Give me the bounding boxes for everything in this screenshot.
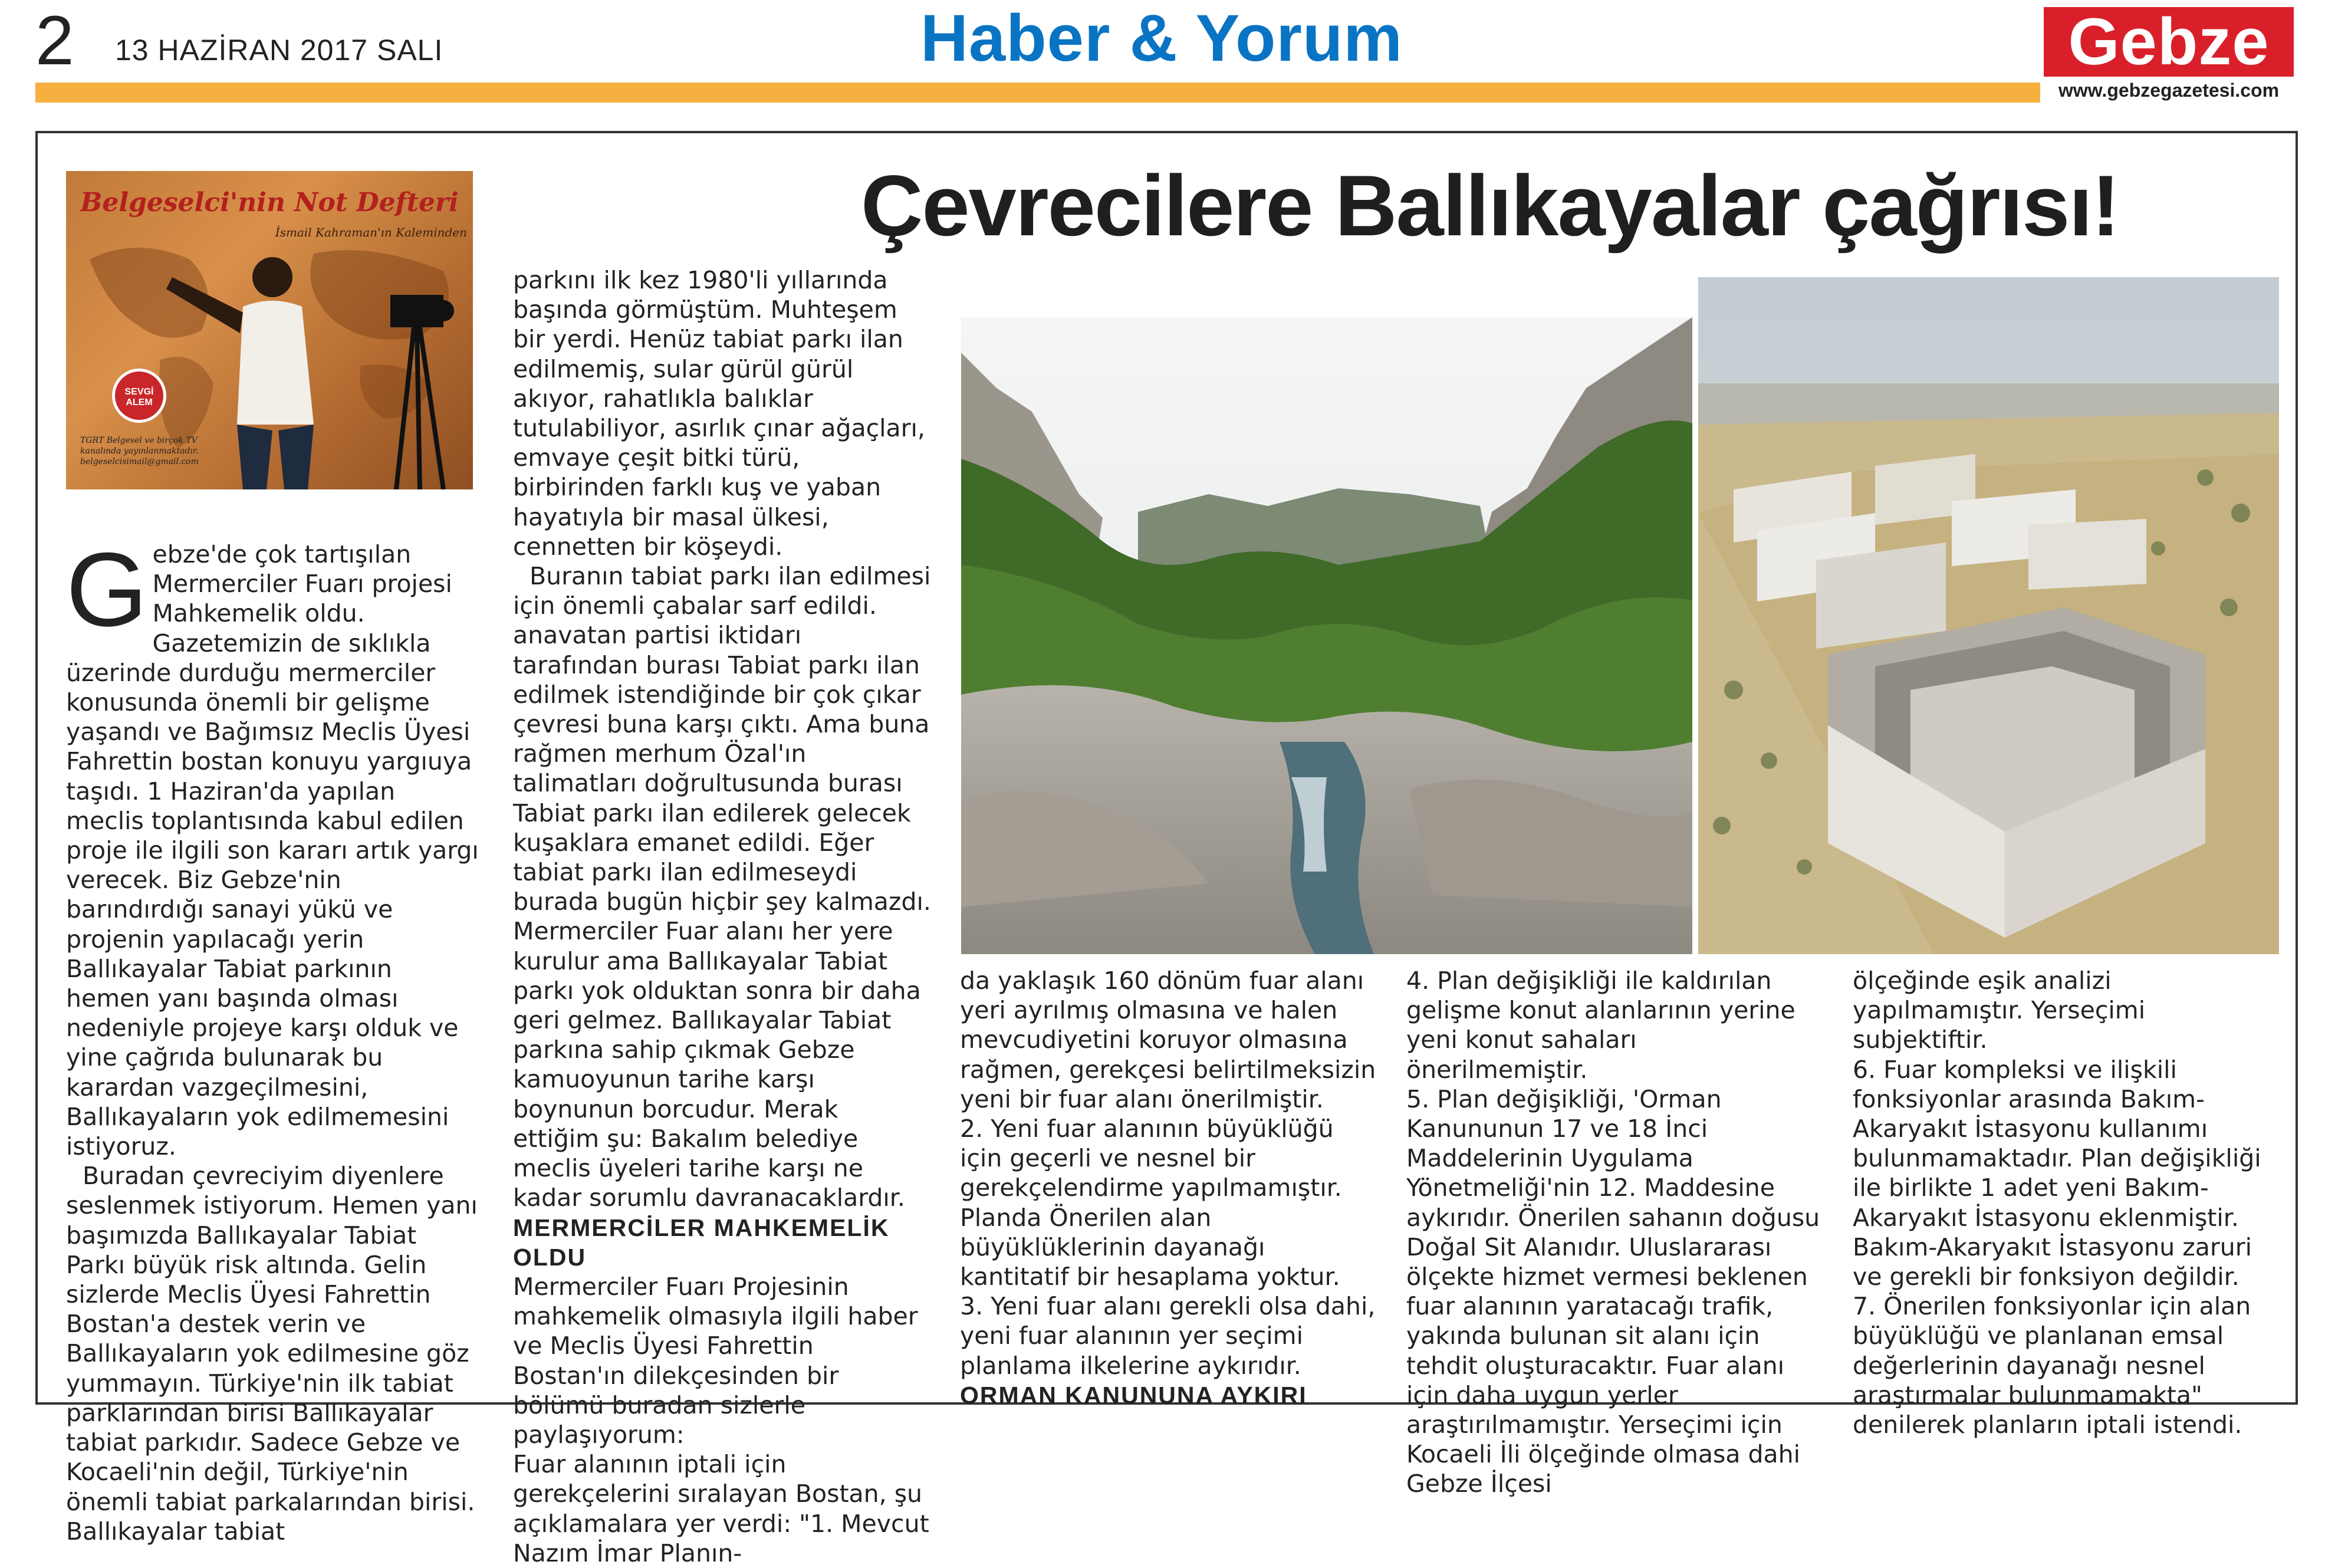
paragraph: 6. Fuar kompleksi ve ilişkili fonksiyonlar arasında Bakım-Akaryakıt İstasyonu kullanımı bulunmamaktadır. Plan değişikliği ile birlikte 1 adet yeni Bakım-Akaryakıt İstasyonu eklenmiştir. Bakım-Akaryakıt İstasyonu zaruri ve gerekli bir fonksiyon değildir.: [1853, 1055, 2261, 1291]
header-rule: [35, 83, 2040, 103]
article-column-4: [1406, 966, 1825, 1499]
banner-subtitle: İsmail Kahraman'ın Kaleminden: [275, 225, 467, 239]
article-column-5: [1853, 966, 2271, 1439]
article-column-3: [960, 966, 1379, 1410]
article-headline: Çevrecilere Ballıkayalar çağrısı!: [861, 157, 2119, 254]
banner-credit-email: belgeselcisimail@gmail.com: [80, 457, 199, 466]
page-number: 2: [35, 2, 74, 80]
paragraph: 2. Yeni fuar alanının büyüklüğü için geçerli ve nesnel bir gerekçelendirme yapılmamıştır. Planda Önerilen alan büyüklüklerinin dayanağı kantitatif bir hesaplama yoktur.: [960, 1115, 1342, 1291]
paragraph: 3. Yeni fuar alanı gerekli olsa dahi, yeni fuar alanının yer seçimi planlama ilkelerine aykırıdır.: [960, 1292, 1376, 1380]
subheading: ORMAN KANUNUNA AYKIRI: [960, 1381, 1307, 1409]
paragraph: Mermerciler Fuar alanı her yere kurulur ama Ballıkayalar Tabiat parkı yok olduktan sonra bir daha geri gelmez. Ballıkayalar Tabiat parkına sahip çıkmak Gebze kamuoyunun tarihe karşı boynunun borcudur. Merak ettiğim şu: Bakalım belediye meclis üyeleri tarihe karşı ne kadar sorumlu davranacaklardır.: [513, 917, 921, 1212]
paragraph: ebze'de çok tartışılan Mermerciler Fuarı projesi Mahkemelik oldu. Gazetemizin de sıklıkla üzerinde durduğu mermerciler konusunda önemli bir gelişme yaşandı ve Bağımsız Meclis Üyesi Fahrettin bostan konuyu yargıuya taşıdı. 1 Haziran'da yapılan meclis toplantısında kabul edilen proje ile ilgili son kararı artık yargı verecek. Biz Gebze'nin barındırdığı sanayi yükü ve projenin yapılacağı yerin Ballıkayalar Tabiat parkının hemen yanı başında olması nedeniyle projeye karşı olduk ve yine çağrıda bulunarak bu karardan vazgeçilmesini, Ballıkayaların yok edilmemesini istiyoruz.: [66, 540, 479, 1161]
website-url: www.gebzegazetesi.com: [2058, 80, 2280, 101]
ballikayalar-canyon-photo: [961, 317, 1692, 954]
paragraph: 7. Önerilen fonksiyonlar için alan büyüklüğü ve planlanan emsal değerlerinin dayanağı nesnel araştırmalar bulunmamakta" denilerek planların iptali istendi.: [1853, 1292, 2251, 1439]
paragraph: 4. Plan değişikliği ile kaldırılan gelişme konut alanlarının yerine yeni konut sahaları önerilmemiştir.: [1406, 967, 1795, 1084]
paragraph: Mermerciler Fuarı Projesinin mahkemelik olmasıyla ilgili haber ve Meclis Üyesi Fahrettin Bostan'ın dilekçesinden bir bölümü buradan sizlerle paylaşıyorum:: [513, 1272, 918, 1449]
paragraph: Fuar alanının iptali için gerekçelerini sıralayan Bostan, şu açıklamalara yer verdi: "1. Mevcut Nazım İmar Planın-: [513, 1450, 929, 1567]
banner-title: Belgeselci'nin Not Defteri: [80, 188, 459, 218]
drop-cap: G: [66, 531, 148, 648]
banner-credit: [80, 435, 269, 467]
issue-date: 13 HAZİRAN 2017 SALI: [115, 34, 443, 67]
paragraph: parkını ilk kez 1980'li yıllarında başında görmüştüm. Muhteşem bir yerdi. Henüz tabiat parkı ilan edilmemiş, sular gürül gürül akıyor, rahatlıkla balıklar tutulabiliyor, asırlık çınar ağaçları, emvaye çeşit bitki türü, birbirinden farklı kuş ve yaban hayatıyla bir masal ülkesi, cennetten bir köşeydi.: [513, 266, 925, 561]
fair-complex-render: [1698, 277, 2279, 954]
section-title: Haber & Yorum: [920, 1, 1403, 75]
paragraph: Buradan çevreciyim diyenlere seslenmek istiyorum. Hemen yanı başımızda Ballıkayalar Tabiat Parkı büyük risk altında. Gelin sizlerde Meclis Üyesi Fahrettin Bostan'a destek verin ve Ballıkayaların yok edilmesine göz yummayın. Türkiye'nin ilk tabiat parklarından birisi Ballıkayalar tabiat parkıdır. Sadece Gebze ve Kocaeli'nin değil, Türkiye'nin önemli tabiat parkalarından birisi. Ballıkayalar tabiat: [66, 1162, 478, 1546]
canyon-photo-illustration: [961, 317, 1692, 954]
article-column-2: [513, 265, 932, 1568]
paragraph: ölçeğinde eşik analizi yapılmamıştır. Yerseçimi subjektiftir.: [1853, 967, 2146, 1054]
article-column-1: [66, 531, 479, 1546]
paragraph: Buranın tabiat parkı ilan edilmesi için önemli çabalar sarf edildi. anavatan partisi iktidarı tarafından burası Tabiat parkı ilan edilmek istendiğinde bir çok çıkar çevresi buna karşı çıktı. Ama buna rağmen merhum Özal'ın talimatları doğrultusunda burası Tabiat parkı ilan edilerek gelecek kuşaklara emanet edildi. Eğer tabiat parkı ilan edilmeseydi burada bugün hiçbir şey kalmazdı.: [513, 562, 931, 916]
subheading: MERMERCİLER MAHKEMELİK OLDU: [513, 1214, 890, 1271]
banner-credit-line: kanalında yayınlanmaktadır.: [80, 446, 199, 456]
banner-credit-line: TGRT Belgesel ve birçok TV: [80, 436, 198, 445]
paragraph: 5. Plan değişikliği, 'Orman Kanununun 17 ve 18 İnci Maddelerinin Uygulama Yönetmeliği'nin 12. Maddesine aykırıdır. Önerilen sahanın doğusu Doğal Sit Alanıdır. Uluslararası ölçekte hizmet vermesi beklenen fuar alanının yaratacağı trafik, yakında bulunan sit alanı için tehdit oluşturacaktır. Fuar alanı için daha uygun yerler araştırılmamıştır. Yerseçimi için Kocaeli İli ölçeğinde olmasa dahi Gebze İlçesi: [1406, 1084, 1820, 1498]
columnist-banner: [66, 171, 473, 489]
award-badge: SEVGİ ALEM: [112, 369, 166, 423]
gebze-logo: Gebze: [2044, 7, 2294, 77]
fair-complex-illustration: [1698, 277, 2279, 954]
paragraph: da yaklaşık 160 dönüm fuar alanı yeri ayrılmış olmasına ve halen mevcudiyetini koruyor olmasına rağmen, gerekçesi belirtilmeksizin yeni bir fuar alanı önerilmiştir.: [960, 967, 1376, 1113]
